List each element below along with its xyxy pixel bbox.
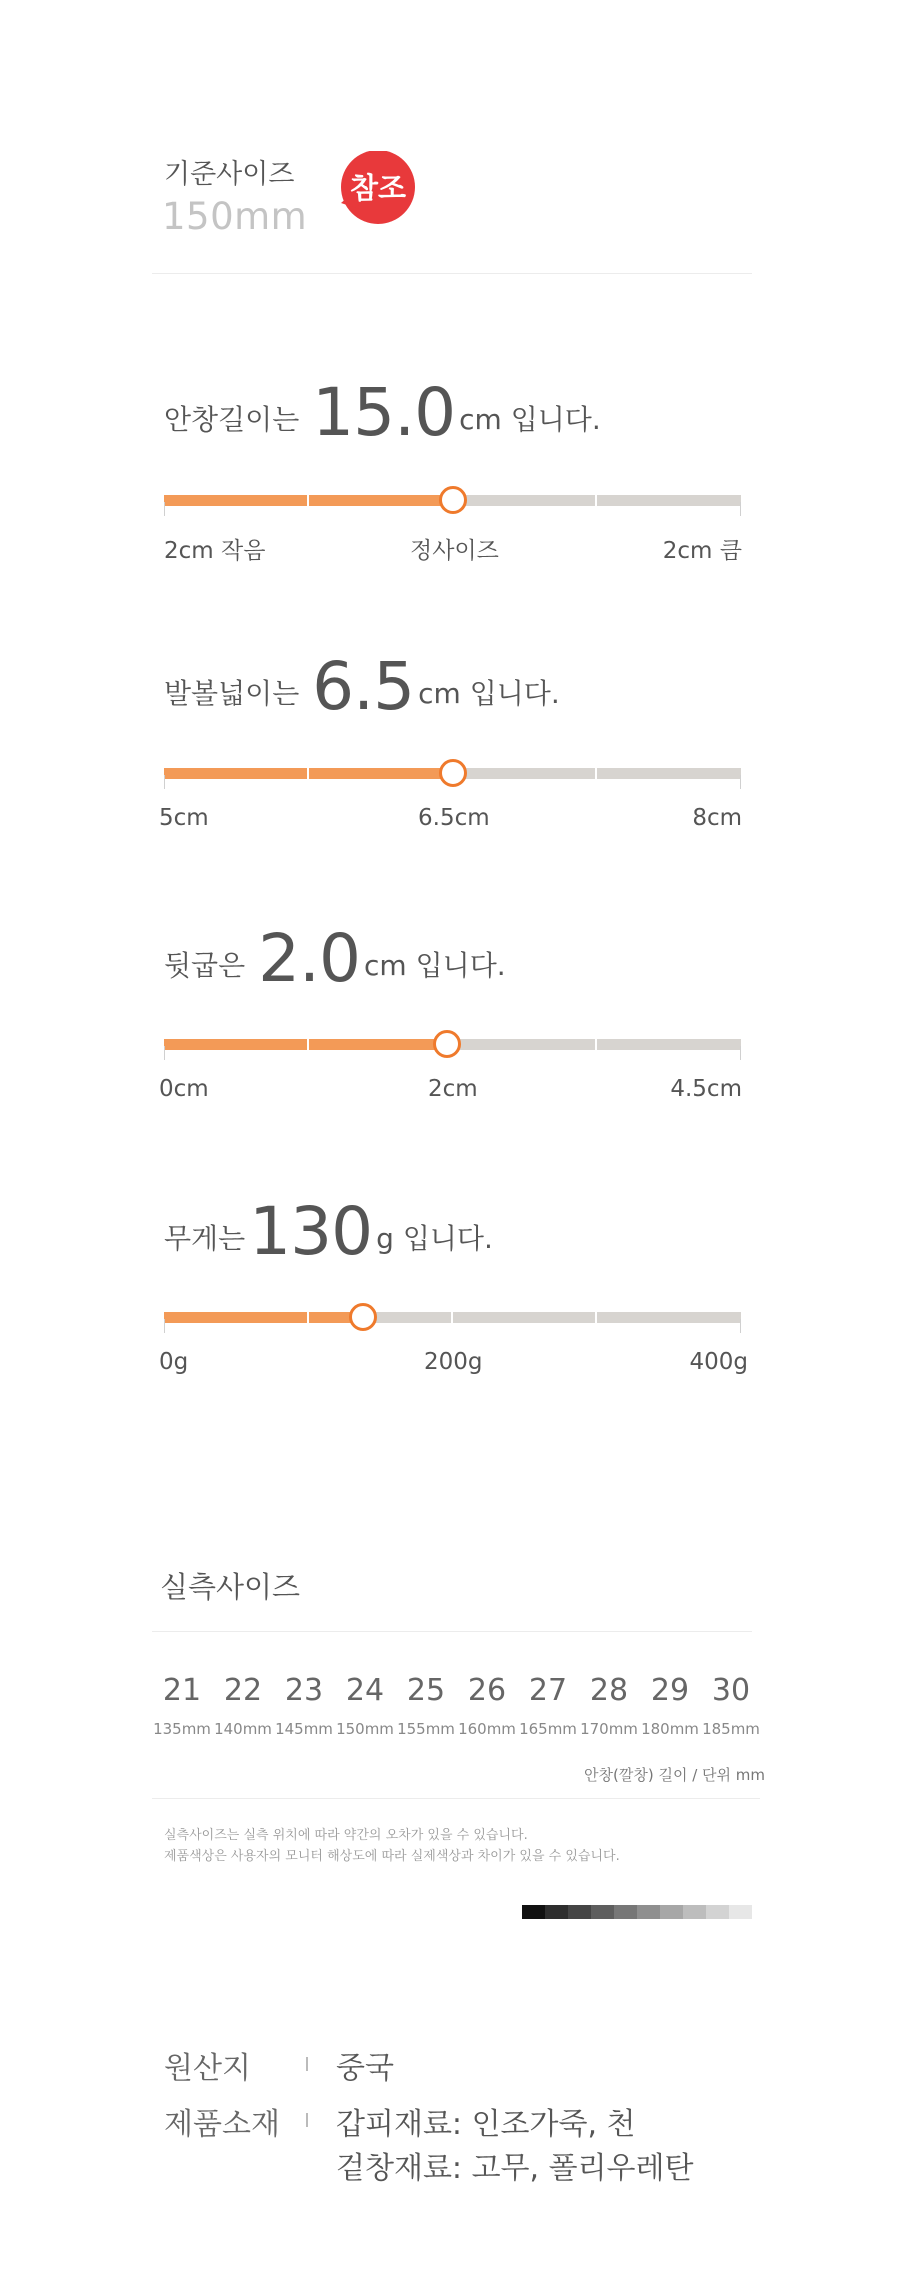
measure-prefix: 발볼넓이는 [164, 677, 300, 710]
track-edge [740, 1046, 741, 1060]
size-number: 30 [711, 1673, 751, 1708]
material-separator [306, 2113, 308, 2127]
measure-unit: cm [418, 677, 461, 710]
track-tick [307, 495, 309, 506]
origin-separator [306, 2057, 308, 2071]
measure-value: 130 [249, 1193, 373, 1270]
standard-size-label: 기준사이즈 [164, 159, 295, 190]
actual-size-divider [152, 1631, 752, 1632]
measure-suffix: 입니다. [469, 677, 560, 710]
measure-slider-knob [349, 1303, 377, 1331]
slider-max-label: 400g [689, 1349, 748, 1375]
track-tick [595, 1312, 597, 1323]
size-number: 23 [284, 1673, 324, 1708]
size-number: 21 [162, 1673, 202, 1708]
header-divider [152, 273, 752, 274]
size-number: 24 [345, 1673, 385, 1708]
size-number: 26 [467, 1673, 507, 1708]
actual-size-title: 실측사이즈 [160, 1570, 301, 1604]
slider-min-label: 0g [159, 1349, 189, 1375]
standard-size-value: 150mm [162, 195, 308, 238]
material-line-2: 겉창재료: 고무, 폴리우레탄 [336, 2151, 694, 2186]
measure-value: 6.5 [312, 648, 415, 725]
size-number: 25 [406, 1673, 446, 1708]
size-mm: 140mm [214, 1720, 272, 1738]
size-mm: 185mm [702, 1720, 760, 1738]
track-tick [307, 768, 309, 779]
measure-suffix: 입니다. [415, 949, 506, 982]
measure-slider-fill [164, 1039, 447, 1050]
track-tick [451, 1312, 453, 1323]
measure-unit: cm [459, 403, 502, 436]
unit-note: 안창(깔창) 길이 / 단위 mm [584, 1766, 765, 1784]
grayscale-swatch [545, 1905, 568, 1919]
slider-mid-label: 정사이즈 [410, 538, 499, 564]
track-tick [595, 495, 597, 506]
size-mm: 180mm [641, 1720, 699, 1738]
speech-bubble-icon [335, 151, 417, 227]
size-mm: 155mm [397, 1720, 455, 1738]
size-number: 29 [650, 1673, 690, 1708]
track-edge [740, 1319, 741, 1333]
measure-suffix: 입니다. [402, 1222, 493, 1255]
measure-suffix: 입니다. [510, 403, 601, 436]
slider-min-label: 0cm [159, 1076, 209, 1102]
notice-divider [152, 1798, 760, 1799]
slider-mid-label: 200g [424, 1349, 483, 1375]
measure-title [164, 1193, 493, 1270]
measure-slider-knob [433, 1030, 461, 1058]
measure-prefix: 무게는 [164, 1222, 246, 1255]
track-edge [164, 775, 165, 789]
measure-unit: cm [364, 949, 407, 982]
measure-title [164, 648, 560, 725]
measure-prefix: 뒷굽은 [164, 949, 246, 982]
size-mm: 165mm [519, 1720, 577, 1738]
track-tick [307, 1312, 309, 1323]
badge-label: 참조 [349, 171, 407, 205]
size-mm: 170mm [580, 1720, 638, 1738]
grayscale-swatch [591, 1905, 614, 1919]
size-mm: 135mm [153, 1720, 211, 1738]
slider-mid-label: 2cm [428, 1076, 478, 1102]
origin-label: 원산지 [164, 2051, 251, 2086]
size-mm: 145mm [275, 1720, 333, 1738]
measure-value: 2.0 [258, 920, 361, 997]
slider-max-label: 2cm 큼 [662, 538, 742, 564]
measure-slider-track [164, 1312, 741, 1323]
measure-title [164, 374, 601, 451]
grayscale-swatch [522, 1905, 545, 1919]
size-number: 28 [589, 1673, 629, 1708]
grayscale-swatch [706, 1905, 729, 1919]
slider-max-label: 8cm [692, 805, 742, 831]
color-notice: 제품색상은 사용자의 모니터 해상도에 따라 실제색상과 차이가 있을 수 있습니다. [164, 1849, 620, 1864]
reference-badge [335, 151, 417, 227]
grayscale-swatch [568, 1905, 591, 1919]
slider-min-label: 5cm [159, 805, 209, 831]
measure-title [164, 920, 506, 997]
size-mm: 160mm [458, 1720, 516, 1738]
measure-prefix: 안창길이는 [164, 403, 300, 436]
grayscale-swatch [660, 1905, 683, 1919]
size-mm: 150mm [336, 1720, 394, 1738]
track-edge [164, 1046, 165, 1060]
track-edge [164, 502, 165, 516]
grayscale-swatch [614, 1905, 637, 1919]
measure-slider-knob [439, 486, 467, 514]
measurement-notice: 실측사이즈는 실측 위치에 따라 약간의 오차가 있을 수 있습니다. [164, 1828, 528, 1843]
grayscale-swatch [637, 1905, 660, 1919]
measure-slider-fill [164, 1312, 363, 1323]
grayscale-swatch [683, 1905, 706, 1919]
measure-value: 15.0 [312, 374, 456, 451]
measure-unit: g [376, 1222, 394, 1255]
origin-value: 중국 [336, 2051, 394, 2086]
track-edge [740, 502, 741, 516]
material-label: 제품소재 [164, 2107, 280, 2142]
slider-max-label: 4.5cm [670, 1076, 742, 1102]
track-edge [164, 1319, 165, 1333]
track-tick [595, 1039, 597, 1050]
track-edge [740, 775, 741, 789]
slider-min-label: 2cm 작음 [164, 538, 266, 564]
size-number: 27 [528, 1673, 568, 1708]
size-number: 22 [223, 1673, 263, 1708]
track-tick [595, 768, 597, 779]
material-line-1: 갑피재료: 인조가죽, 천 [336, 2107, 636, 2142]
measure-slider-knob [439, 759, 467, 787]
track-tick [307, 1039, 309, 1050]
grayscale-swatch [729, 1905, 752, 1919]
slider-mid-label: 6.5cm [418, 805, 490, 831]
